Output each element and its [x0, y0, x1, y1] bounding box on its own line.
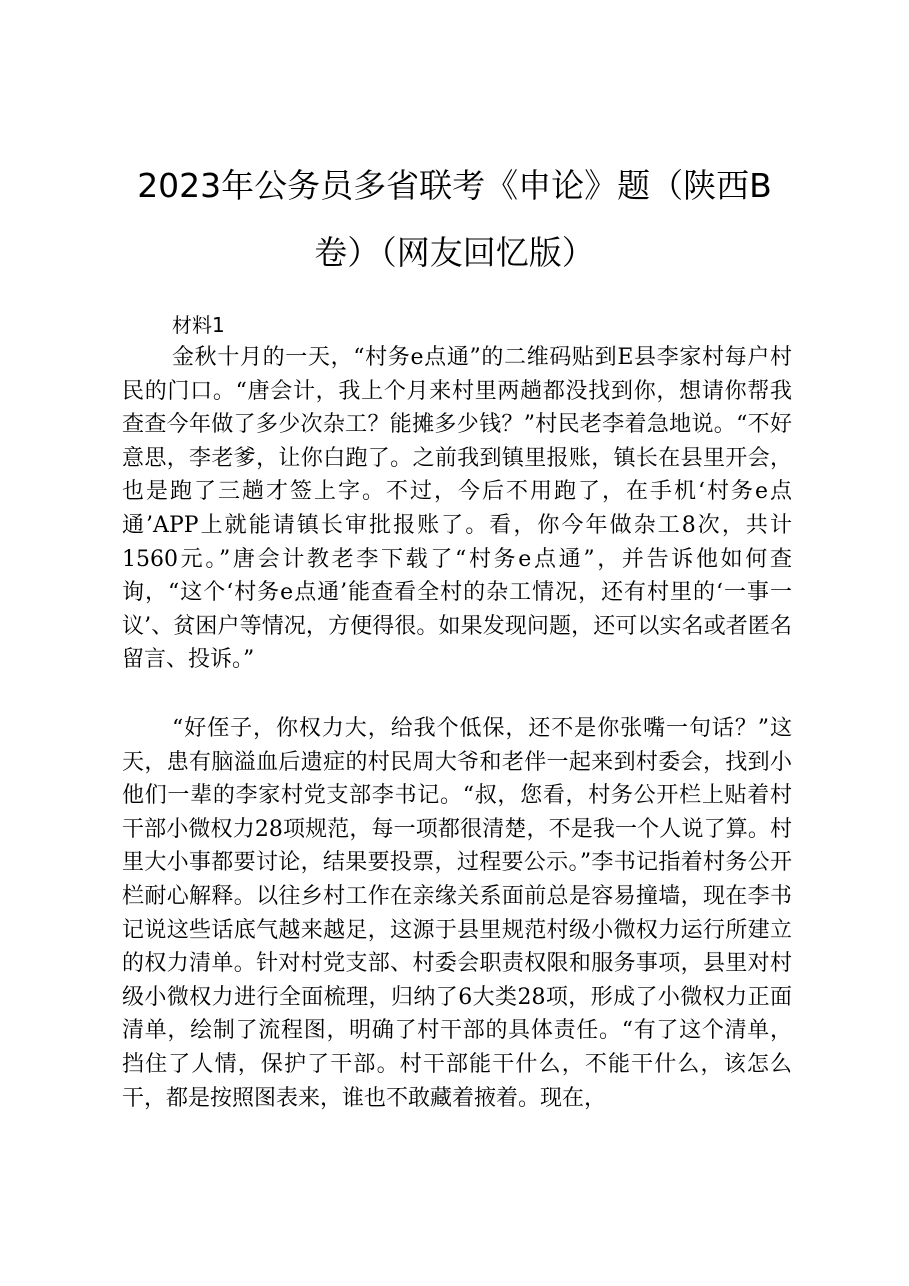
section-label: 材料1 — [172, 313, 225, 337]
paragraph-2: “好侄子，你权力大，给我个低保，还不是你张嘴一句话？”这天，患有脑溢血后遗症的村民周大爷和老伴一起来到村委会，找到小他们一辈的李家村党支部李书记。“叔，您看，村务公开栏上贴着村干部小微权力28项规范，每一项都很清楚，不是我一个人说了算。村里大小事都要讨论，结果要投票，过程要公示。”李书记指着村务公开栏耐心解释。以往乡村工作在亲缘关系面前总是容易撞墙，现在李书记说这些话底气越来越足，这源于县里规范村级小微权力运行所建立的权力清单。针对村党支部、村委会职责权限和服务事项，县里对村级小微权力进行全面梳理，归纳了6大类28项，形成了小微权力正面清单，绘制了流程图，明确了村干部的具体责任。“有了这个清单，挡住了人情，保护了干部。村干部能干什么，不能干什么，该怎么干，都是按照图表来，谁也不敢藏着掖着。现在， — [122, 716, 792, 1111]
document-title-line-1: 2023年公务员多省联考《申论》题（陕西B — [137, 166, 772, 205]
paragraph-1: 金秋十月的一天，“村务e点通”的二维码贴到E县李家村每户村民的门口。“唐会计，我上个月来村里两趟都没找到你，想请你帮我查查今年做了多少次杂工？能摊多少钱？”村民老李着急地说。“不好意思，李老爹，让你白跑了。之前我到镇里报账，镇长在县里开会，也是跑了三趟才签上字。不过，今后不用跑了，在手机‘村务e点通’APP上就能请镇长审批报账了。看，你今年做杂工8次，共计1560元。”唐会计教老李下载了“村务e点通”，并告诉他如何查询，“这个‘村务e点通’能查看全村的杂工情况，还有村里的‘一事一议’、贫困户等情况，方便得很。如果发现问题，还可以实名或者匿名留言、投诉。” — [122, 345, 792, 673]
document-title-line-2: 卷）（网友回忆版） — [314, 233, 595, 272]
